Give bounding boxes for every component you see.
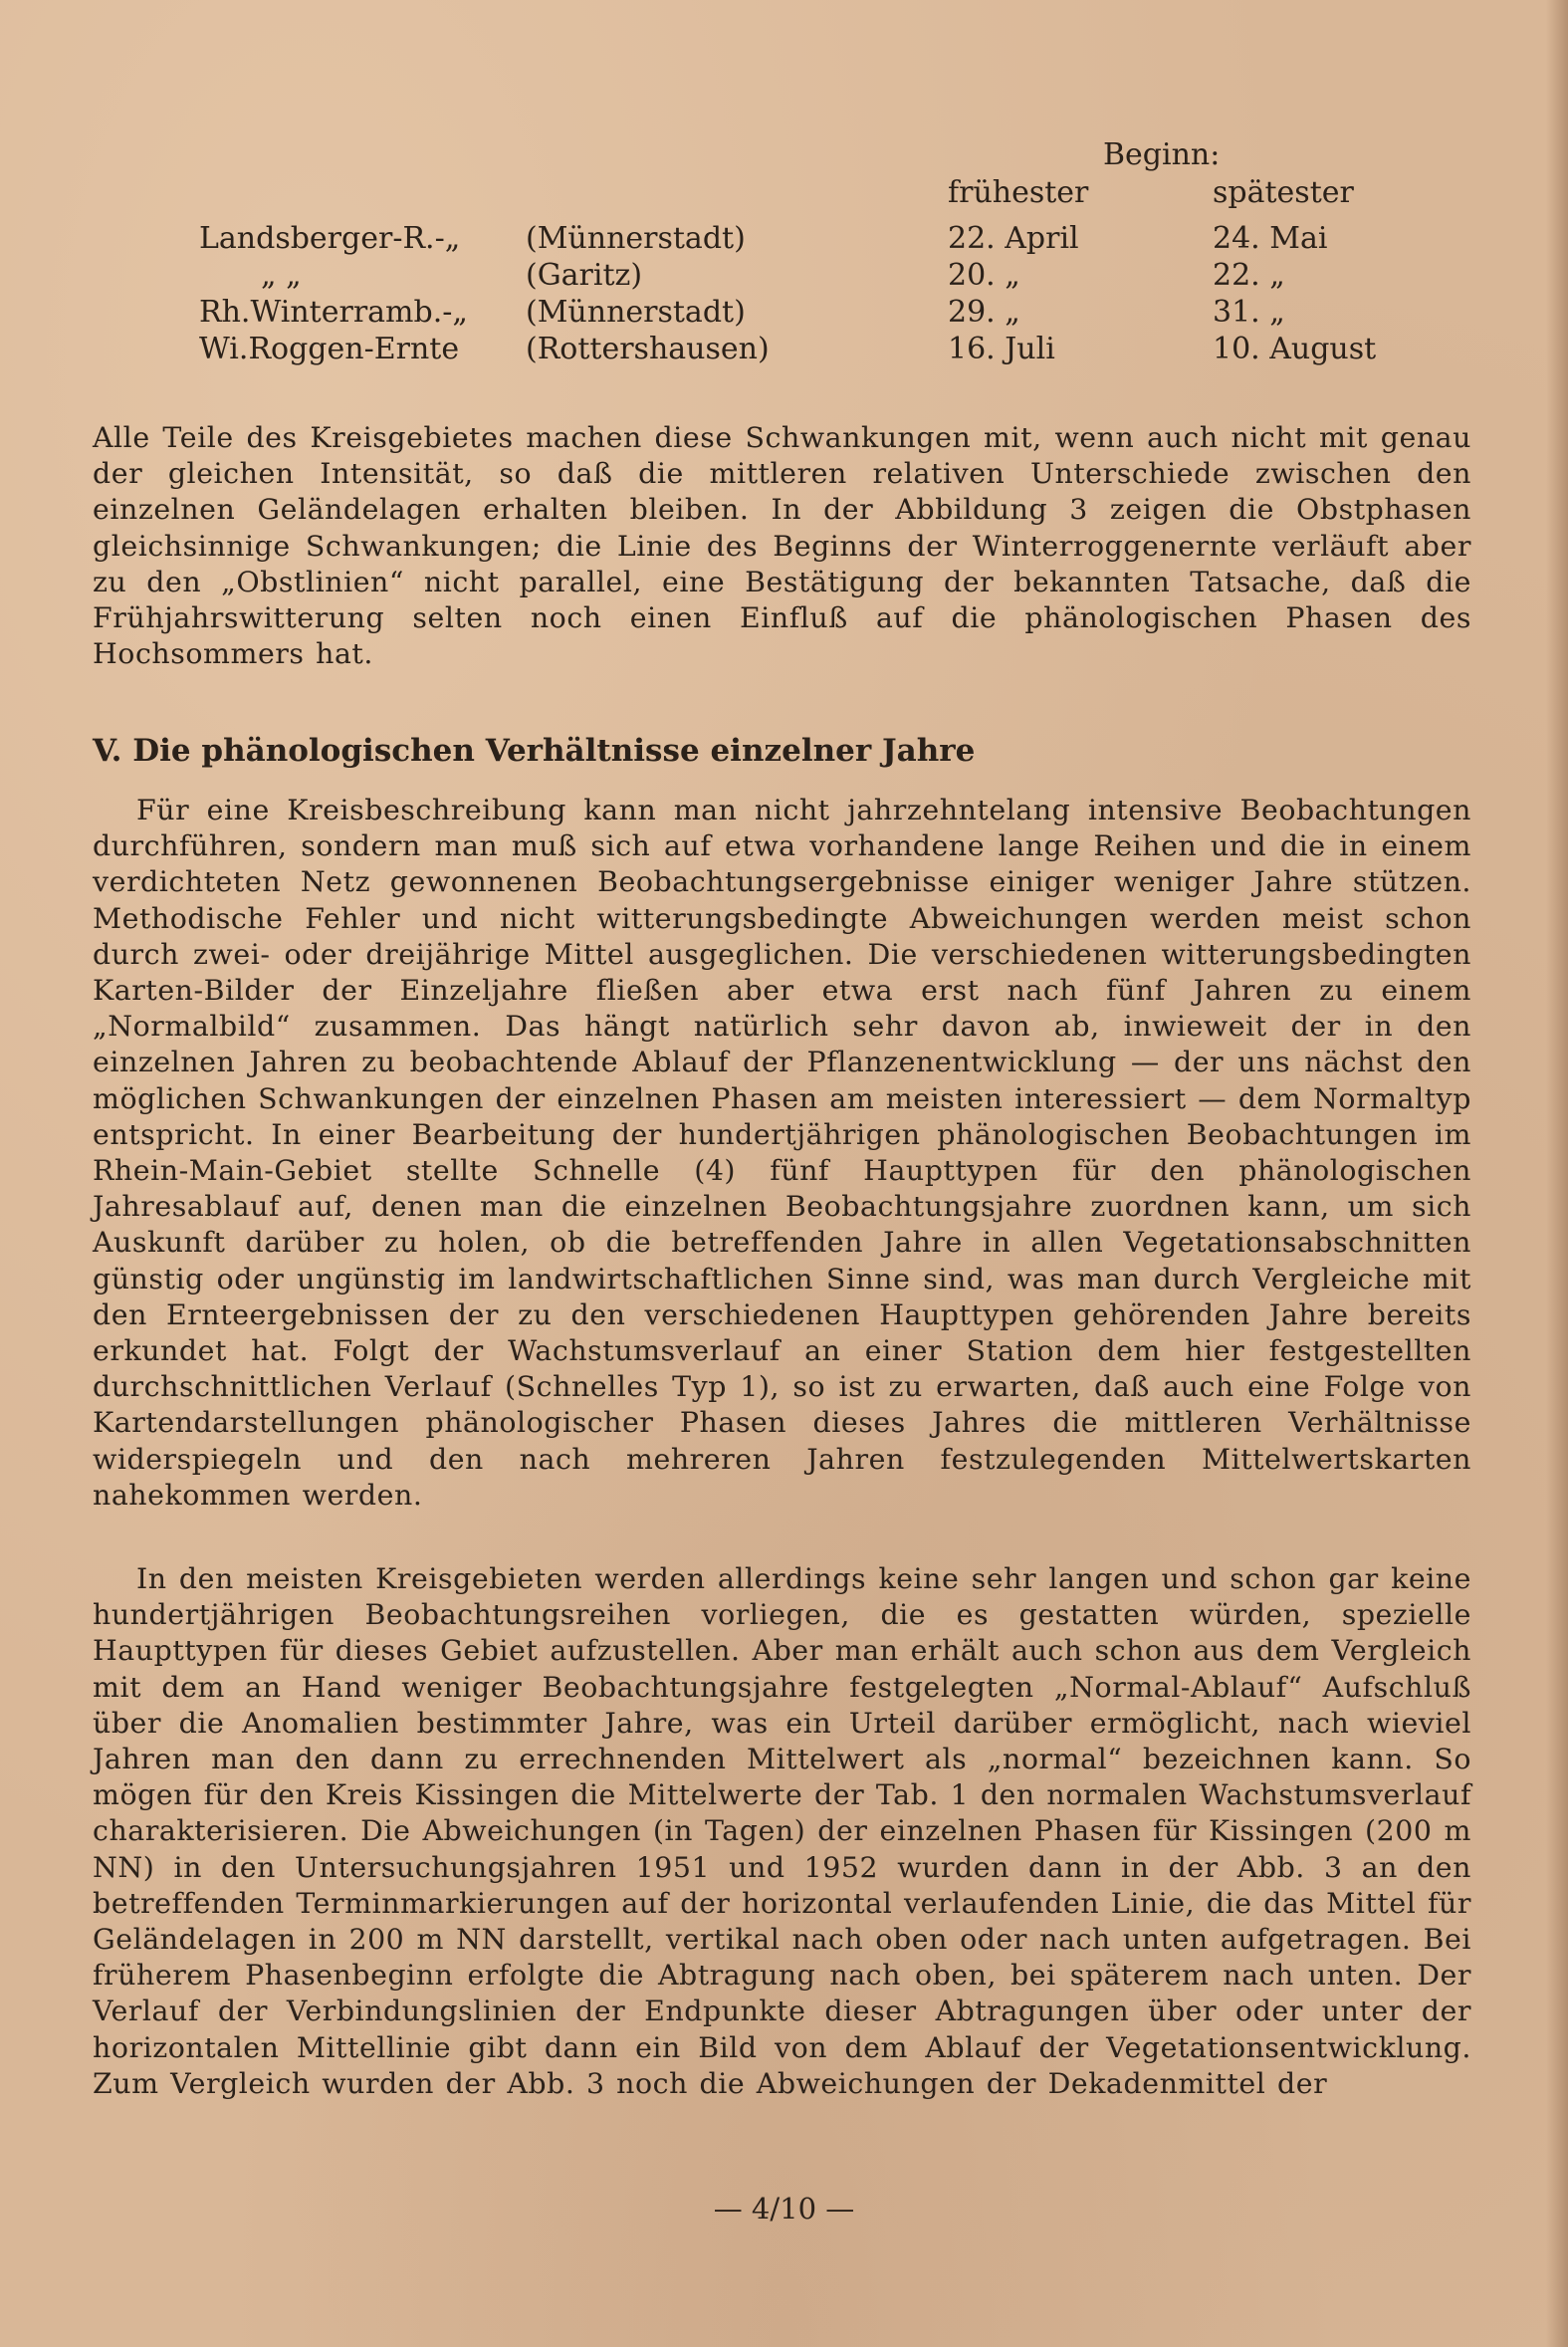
table-cell-earliest: 16. Juli: [948, 332, 1055, 366]
table-row: [0, 332, 1568, 367]
table-cell-crop: „ „: [261, 258, 302, 293]
page-edge-shadow: [1546, 0, 1568, 2347]
table-cell-location: (Garitz): [526, 258, 643, 293]
table-cell-earliest: 20. „: [948, 258, 1020, 293]
table-cell-latest: 31. „: [1213, 295, 1285, 330]
table-cell-latest: 10. August: [1213, 332, 1377, 366]
table-cell-location: (Rottershausen): [526, 332, 770, 366]
page-number: — 4/10 —: [713, 2192, 855, 2226]
table-header-latest: spätester: [1213, 175, 1354, 210]
body-paragraph-2: In den meisten Kreisgebieten werden allerdings keine sehr langen und schon gar keine hundertjährigen Beobachtungsreihen vorliegen, die es gestatten würden, spezielle Haupttypen für dieses Gebiet aufzustellen. Aber man erhält auch schon aus dem Vergleich mit dem an Hand weniger Beobachtungsjahre festgelegten „Normal-Ablauf“ Aufschluß über die Anomalien bestimmter Jahre, was ein Urteil darüber ermöglicht, nach wieviel Jahren man den dann zu errechnenden Mittelwert als „normal“ bezeichnen kann. So mögen für den Kreis Kissingen die Mittelwerte der Tab. 1 den normalen Wachstumsverlauf charakterisieren. Die Abweichungen (in Tagen) der einzelnen Phasen für Kissingen (200 m NN) in den Untersuchungsjahren 1951 und 1952 wurden dann in der Abb. 3 an den betreffenden Terminmarkierungen auf der horizontal verlaufenden Linie, die das Mittel für Geländelagen in 200 m NN darstellt, vertikal nach oben oder nach unten aufgetragen. Bei früherem Phasenbeginn erfolgte die Abtragung nach oben, bei späterem nach unten. Der Verlauf der Verbindungslinien der Endpunkte dieser Abtragungen über oder unter der horizontalen Mittellinie gibt dann ein Bild von dem Ablauf der Vegetationsentwicklung. Zum Vergleich wurden der Abb. 3 noch die Abweichungen der Dekadenmittel der: [93, 1562, 1471, 2100]
table-row: [0, 258, 1568, 294]
table-cell-crop: Rh.Winterramb.-„: [199, 295, 468, 330]
table-row: [0, 295, 1568, 331]
intro-paragraph: Alle Teile des Kreisgebietes machen diese Schwankungen mit, wenn auch nicht mit genau der gleichen Intensität, so daß die mittleren relativen Unterschiede zwischen den einzelnen Geländelagen erhalten bleiben. In der Abbildung 3 zeigen die Obstphasen gleichsinnige Schwankungen; die Linie des Beginns der Winterroggenernte verläuft aber zu den „Obstlinien“ nicht parallel, eine Bestätigung der bekannten Tatsache, daß die Frühjahrswitterung selten noch einen Einfluß auf die phänologischen Phasen des Hochsommers hat.: [93, 421, 1471, 671]
table-cell-crop: Landsberger-R.-„: [199, 221, 461, 256]
section-heading: V. Die phänologischen Verhältnisse einzelner Jahre: [93, 733, 976, 769]
table-header-earliest: frühester: [948, 175, 1089, 210]
table-cell-earliest: 29. „: [948, 295, 1020, 330]
table-cell-earliest: 22. April: [948, 221, 1079, 256]
body-paragraph-1: Für eine Kreisbeschreibung kann man nicht jahrzehntelang intensive Beobachtungen durchführen, sondern man muß sich auf etwa vorhandene lange Reihen und die in einem verdichteten Netz gewonnenen Beobachtungsergebnisse einiger weniger Jahre stützen. Methodische Fehler und nicht witterungsbedingte Abweichungen werden meist schon durch zwei- oder dreijährige Mittel ausgeglichen. Die verschiedenen witterungsbedingten Karten-Bilder der Einzeljahre fließen aber etwa erst nach fünf Jahren zu einem „Normalbild“ zusammen. Das hängt natürlich sehr davon ab, inwieweit der in den einzelnen Jahren zu beobachtende Ablauf der Pflanzenentwicklung — der uns nächst den möglichen Schwankungen der einzelnen Phasen am meisten interessiert — dem Normaltyp entspricht. In einer Bearbeitung der hundertjährigen phänologischen Beobachtungen im Rhein-Main-Gebiet stellte Schnelle (4) fünf Haupttypen für den phänologischen Jahresablauf auf, denen man die einzelnen Beobachtungsjahre zuordnen kann, um sich Auskunft darüber zu holen, ob die betreffenden Jahre in allen Vegetationsabschnitten günstig oder ungünstig im landwirtschaftlichen Sinne sind, was man durch Vergleiche mit den Ernteergebnissen der zu den verschiedenen Haupttypen gehörenden Jahre bereits erkundet hat. Folgt der Wachstumsverlauf an einer Station dem hier festgestellten durchschnittlichen Verlauf (Schnelles Typ 1), so ist zu erwarten, daß auch eine Folge von Kartendarstellungen phänologischer Phasen dieses Jahres die mittleren Verhältnisse widerspiegeln und den nach mehreren Jahren festzulegenden Mittelwertskarten nahekommen werden.: [93, 794, 1471, 1512]
table-cell-latest: 22. „: [1213, 258, 1285, 293]
table-cell-location: (Münnerstadt): [526, 295, 746, 330]
table-cell-latest: 24. Mai: [1213, 221, 1328, 256]
table-row: [0, 221, 1568, 257]
table-cell-location: (Münnerstadt): [526, 221, 746, 256]
table-header-beginn: Beginn:: [1103, 137, 1221, 172]
table-cell-crop: Wi.Roggen-Ernte: [199, 332, 460, 366]
